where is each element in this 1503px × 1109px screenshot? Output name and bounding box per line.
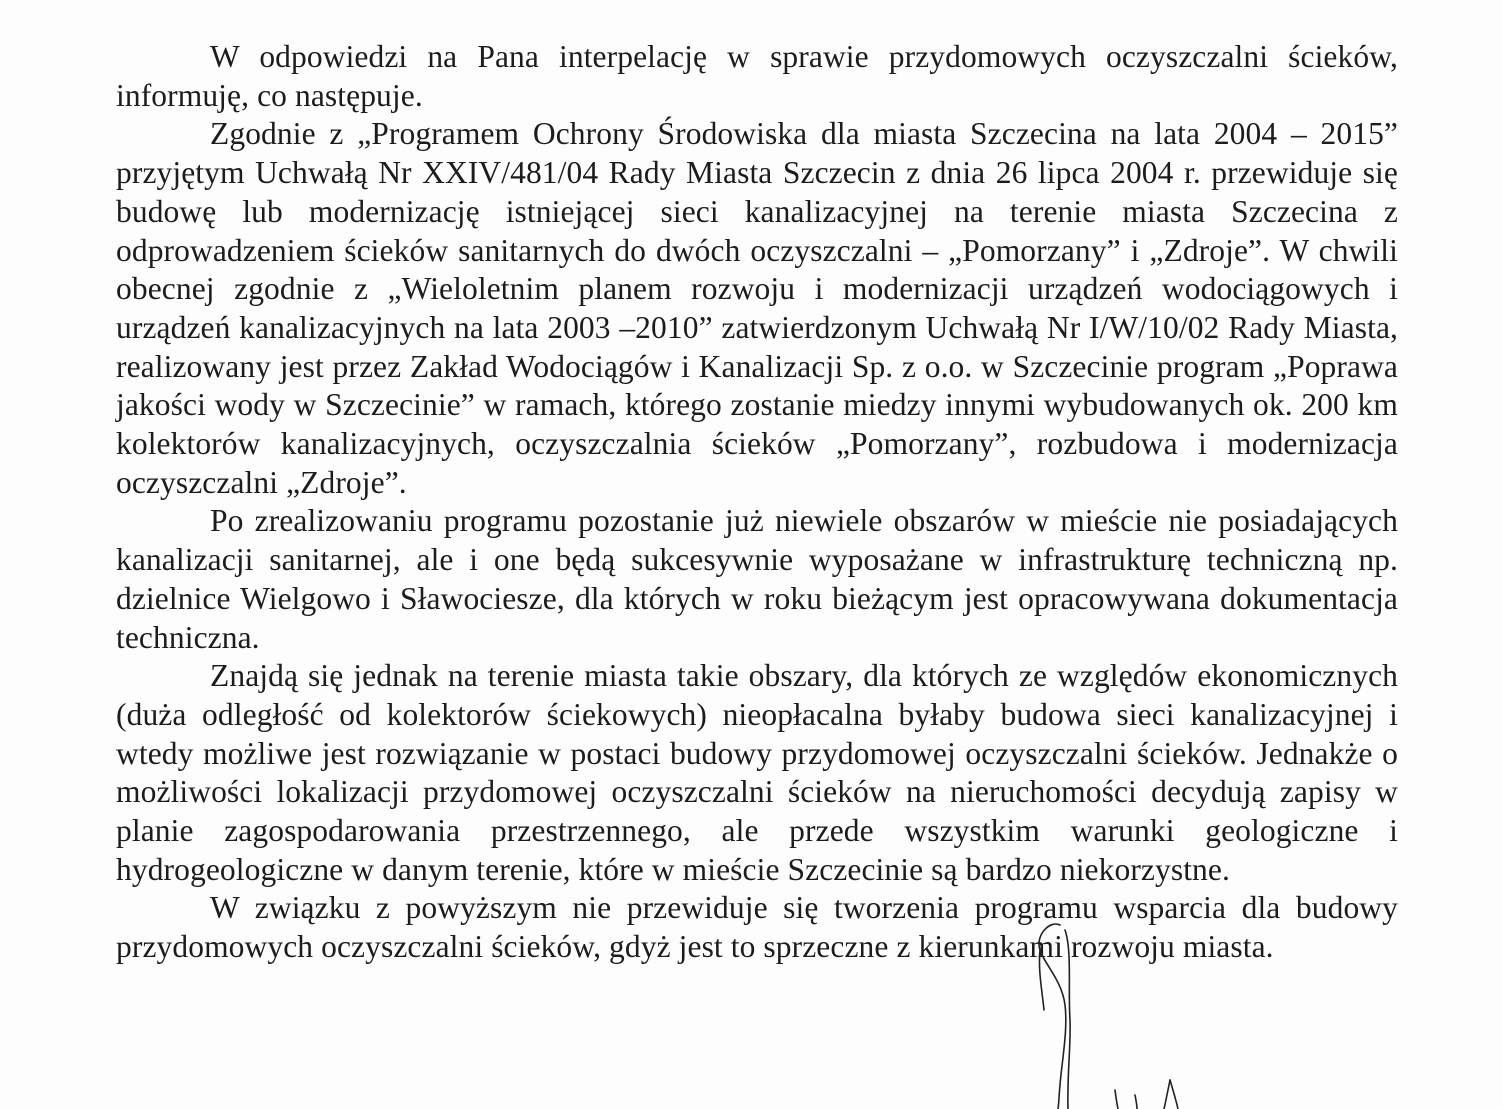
paragraph-areas: Znajdą się jednak na terenie miasta takie obszary, dla których ze względów ekonomicznych (duża odległość od kolektorów ściekowych) nieopłacalna byłaby budowa sieci kanalizacyjnej i wtedy możliwe jest rozwiązanie w postaci budowy przydomowej oczyszczalni ścieków. Jednakże o możliwości lokalizacji przydomowej oczyszczalni ścieków na nieruchomości decydują zapisy w planie zagospodarowania przestrzennego, ale przede wszystkim warunki geologiczne i hydrogeologiczne w danym terenie, które w mieście Szczecinie są bardzo niekorzystne. [116,658,1398,887]
letter-body [116,38,1398,967]
paragraph-intro: W odpowiedzi na Pana interpelację w sprawie przydomowych oczyszczalni ścieków, informuję, co następuje. [116,39,1398,113]
paragraph-program: Zgodnie z „Programem Ochrony Środowiska dla miasta Szczecina na lata 2004 – 2015” przyjętym Uchwałą Nr XXIV/481/04 Rady Miasta Szczecin z dnia 26 lipca 2004 r. przewiduje się budowę lub modernizację istniejącej sieci kanalizacyjnej na terenie miasta Szczecina z odprowadzeniem ścieków sanitarnych do dwóch oczyszczalni – „Pomorzany” i „Zdroje”. W chwili obecnej zgodnie z „Wieloletnim planem rozwoju i modernizacji urządzeń wodociągowych i urządzeń kanalizacyjnych na lata 2003 –2010” zatwierdzonym Uchwałą Nr I/W/10/02 Rady Miasta, realizowany jest przez Zakład Wodociągów i Kanalizacji Sp. z o.o. w Szczecinie program „Poprawa jakości wody w Szczecinie” w ramach, którego zostanie miedzy innymi wybudowanych ok. 200 km kolektorów kanalizacyjnych, oczyszczalnia ścieków „Pomorzany”, rozbudowa i modernizacja oczyszczalni „Zdroje”. [116,116,1398,500]
paragraph-conclusion: W związku z powyższym nie przewiduje się tworzenia programu wsparcia dla budowy przydomowych oczyszczalni ścieków, gdyż jest to sprzeczne z kierunkami rozwoju miasta. [116,890,1398,965]
paragraph-after-program: Po zrealizowaniu programu pozostanie już niewiele obszarów w mieście nie posiadających kanalizacji sanitarnej, ale i one będą sukcesywnie wyposażane w infrastrukturę techniczną np. dzielnice Wielgowo i Sławociesze, dla których w roku bieżącym jest opracowywana dokumentacja techniczna. [116,503,1398,655]
